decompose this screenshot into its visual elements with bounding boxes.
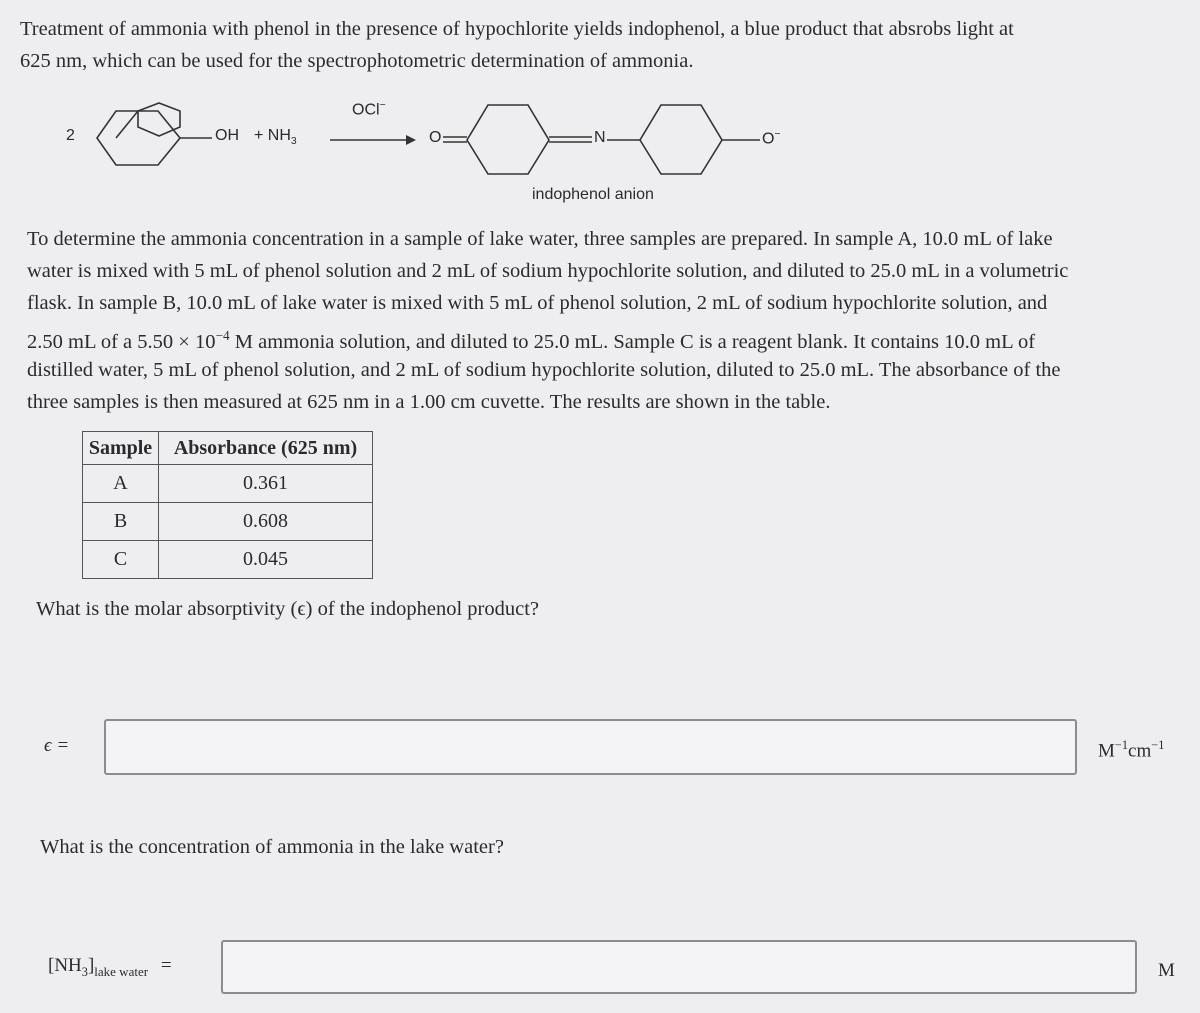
unit-m-exponent: −1 [1114, 738, 1129, 752]
molar-absorptivity-input[interactable] [104, 719, 1077, 775]
problem-line-4-start: 2.50 mL of a 5.50 × 10 [27, 330, 216, 353]
header-sample: Sample [83, 432, 159, 465]
problem-line-4-end: M ammonia solution, and diluted to 25.0 mL. Sample C is a reagent blank. It contains 10.0 mL of [229, 330, 1036, 353]
sample-cell: B [83, 503, 159, 541]
hypochlorite-text: OCl [352, 101, 380, 119]
label-equals: = [160, 955, 172, 976]
problem-line-4 [27, 320, 1035, 358]
table-row [83, 465, 373, 503]
ammonia-concentration-label [48, 955, 172, 980]
problem-line-5: distilled water, 5 mL of phenol solution, and 2 mL of sodium hypochlorite solution, diluted to 25.0 mL. The absorbance of the [27, 359, 1061, 381]
label-subscript-lake: lake water [94, 963, 149, 979]
table-row [83, 541, 373, 579]
nitrogen-label: N [594, 129, 606, 146]
unit-m: M [1098, 740, 1115, 762]
hypochlorite-label [352, 100, 386, 119]
oxygen-right [762, 129, 781, 148]
problem-line-3: flask. In sample B, 10.0 mL of lake water is mixed with 5 mL of phenol solution, 2 mL of sodium hypochlorite solution, and [27, 292, 1048, 314]
unit-cm: cm [1128, 740, 1152, 762]
concentration-unit: M [1158, 960, 1175, 981]
table-header-row [83, 432, 373, 465]
quinone-ring [467, 105, 549, 174]
epsilon-unit [1098, 738, 1164, 762]
problem-line-1: To determine the ammonia concentration in a sample of lake water, three samples are prepared. In sample A, 10.0 mL of lake [27, 228, 1053, 250]
oxygen-right-text: O [762, 130, 775, 148]
absorbance-cell: 0.045 [159, 541, 373, 579]
oxygen-right-charge: − [774, 129, 781, 140]
problem-line-2: water is mixed with 5 mL of phenol solution and 2 mL of sodium hypochlorite solution, and diluted to 25.0 mL in a volumetric [27, 260, 1069, 282]
absorbance-cell: 0.361 [159, 465, 373, 503]
reaction-scheme [0, 90, 1200, 210]
label-nh: [NH [48, 955, 82, 976]
label-bracket: ] [87, 955, 95, 976]
question-1: What is the molar absorptivity (ϵ) of the indophenol product? [36, 598, 540, 620]
header-absorbance: Absorbance (625 nm) [159, 432, 373, 465]
intro-line-1: Treatment of ammonia with phenol in the presence of hypochlorite yields indophenol, a blue product that absrobs light at [20, 18, 1014, 40]
arrow-head [406, 135, 416, 145]
ammonia-text: + NH [254, 127, 291, 144]
ammonia-label [254, 127, 297, 147]
absorbance-table [82, 431, 373, 579]
ammonia-subscript: 3 [290, 136, 297, 148]
oh-label: OH [215, 127, 239, 144]
problem-line-6: three samples is then measured at 625 nm in a 1.00 cm cuvette. The results are shown in the table. [27, 391, 831, 413]
product-label: indophenol anion [532, 186, 654, 203]
sample-cell: A [83, 465, 159, 503]
question-2: What is the concentration of ammonia in the lake water? [40, 836, 504, 858]
label-subscript-3: 3 [81, 964, 88, 979]
problem-line-4-exponent: −4 [215, 328, 230, 343]
intro-line-2: 625 nm, which can be used for the spectrophotometric determination of ammonia. [20, 50, 694, 72]
sample-cell: C [83, 541, 159, 579]
absorbance-cell: 0.608 [159, 503, 373, 541]
ammonia-concentration-input[interactable] [221, 940, 1137, 994]
unit-cm-exponent: −1 [1151, 738, 1165, 752]
coefficient: 2 [66, 127, 75, 144]
table-row [83, 503, 373, 541]
phenolate-ring [640, 105, 722, 174]
epsilon-label: ϵ = [44, 735, 70, 756]
hypochlorite-charge: − [379, 100, 386, 111]
oxygen-left: O [429, 129, 442, 146]
